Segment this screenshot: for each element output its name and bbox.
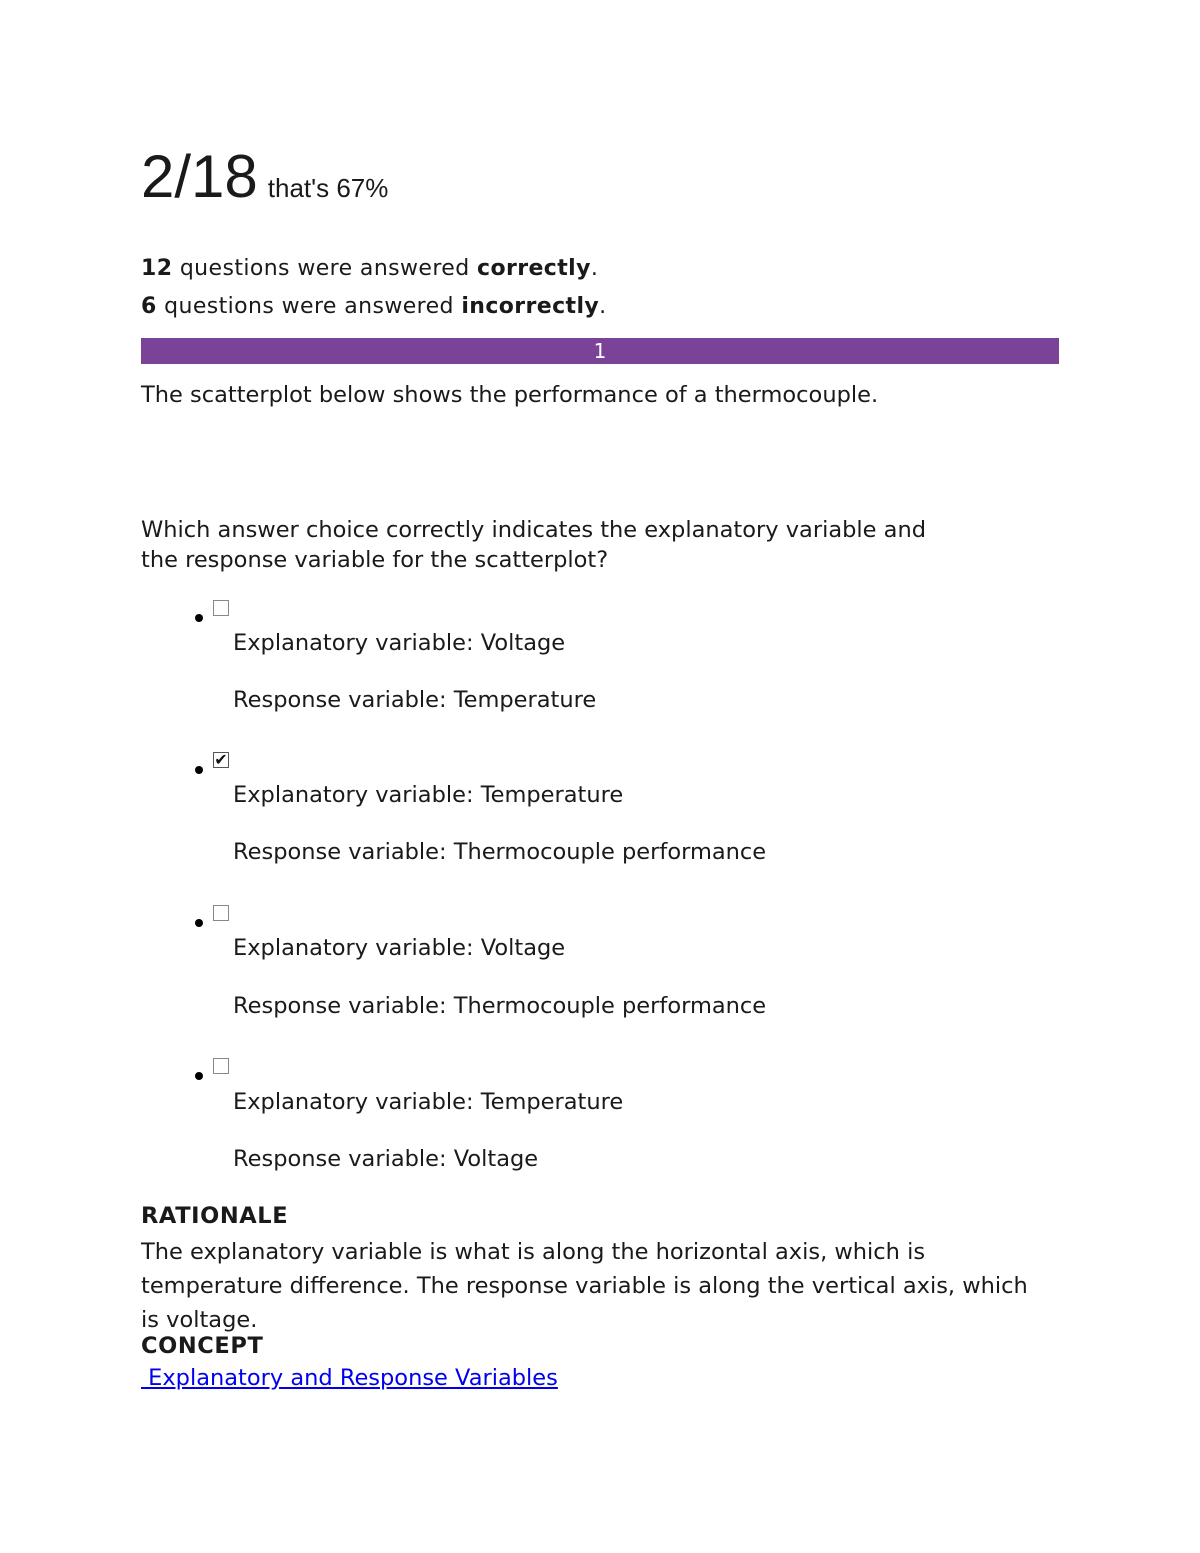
correct-summary: 12 questions were answered correctly.: [141, 256, 599, 281]
bullet-icon: [195, 614, 203, 622]
option-response: Response variable: Thermocouple performance: [233, 993, 767, 1019]
incorrect-word: incorrectly: [461, 294, 600, 319]
correct-word: correctly: [477, 256, 591, 281]
option-explanatory: Explanatory variable: Temperature: [233, 782, 624, 808]
question-number-bar: 1: [141, 338, 1059, 364]
checkbox-icon[interactable]: [213, 600, 229, 616]
incorrect-summary: 6 questions were answered incorrectly.: [141, 294, 607, 319]
concept-heading: CONCEPT: [141, 1333, 264, 1359]
rationale-text: The explanatory variable is what is along the horizontal axis, which is temperature difference. The response variable is along the vertical axis, which is voltage.: [141, 1239, 1028, 1333]
score-header: [141, 142, 388, 212]
answer-option-4[interactable]: [195, 1058, 895, 1178]
checkbox-icon[interactable]: [213, 905, 229, 921]
bullet-icon: [195, 766, 203, 774]
concept-link[interactable]: Explanatory and Response Variables: [141, 1365, 558, 1391]
bullet-icon: [195, 1072, 203, 1080]
score-percent: that's 67%: [267, 173, 389, 203]
answer-option-3[interactable]: [195, 905, 895, 1025]
option-response: Response variable: Voltage: [233, 1146, 539, 1172]
incorrect-count: 6: [141, 294, 157, 319]
question-intro: The scatterplot below shows the performance of a thermocouple.: [141, 382, 879, 408]
score-fraction: 2/18: [141, 143, 258, 210]
option-explanatory: Explanatory variable: Temperature: [233, 1089, 624, 1115]
checkbox-checked-icon[interactable]: ✔: [214, 750, 228, 769]
answer-option-1[interactable]: [195, 600, 895, 720]
option-response: Response variable: Temperature: [233, 687, 597, 713]
option-explanatory: Explanatory variable: Voltage: [233, 935, 566, 961]
question-prompt-line-2: the response variable for the scatterplot?: [141, 547, 609, 573]
rationale-heading: RATIONALE: [141, 1203, 289, 1229]
correct-count: 12: [141, 256, 173, 281]
option-response: Response variable: Thermocouple performance: [233, 839, 767, 865]
question-prompt-line-1: Which answer choice correctly indicates the explanatory variable and: [141, 517, 926, 543]
checkbox-icon[interactable]: [213, 1058, 229, 1074]
bullet-icon: [195, 919, 203, 927]
option-explanatory: Explanatory variable: Voltage: [233, 630, 566, 656]
answer-option-2[interactable]: [195, 752, 895, 872]
